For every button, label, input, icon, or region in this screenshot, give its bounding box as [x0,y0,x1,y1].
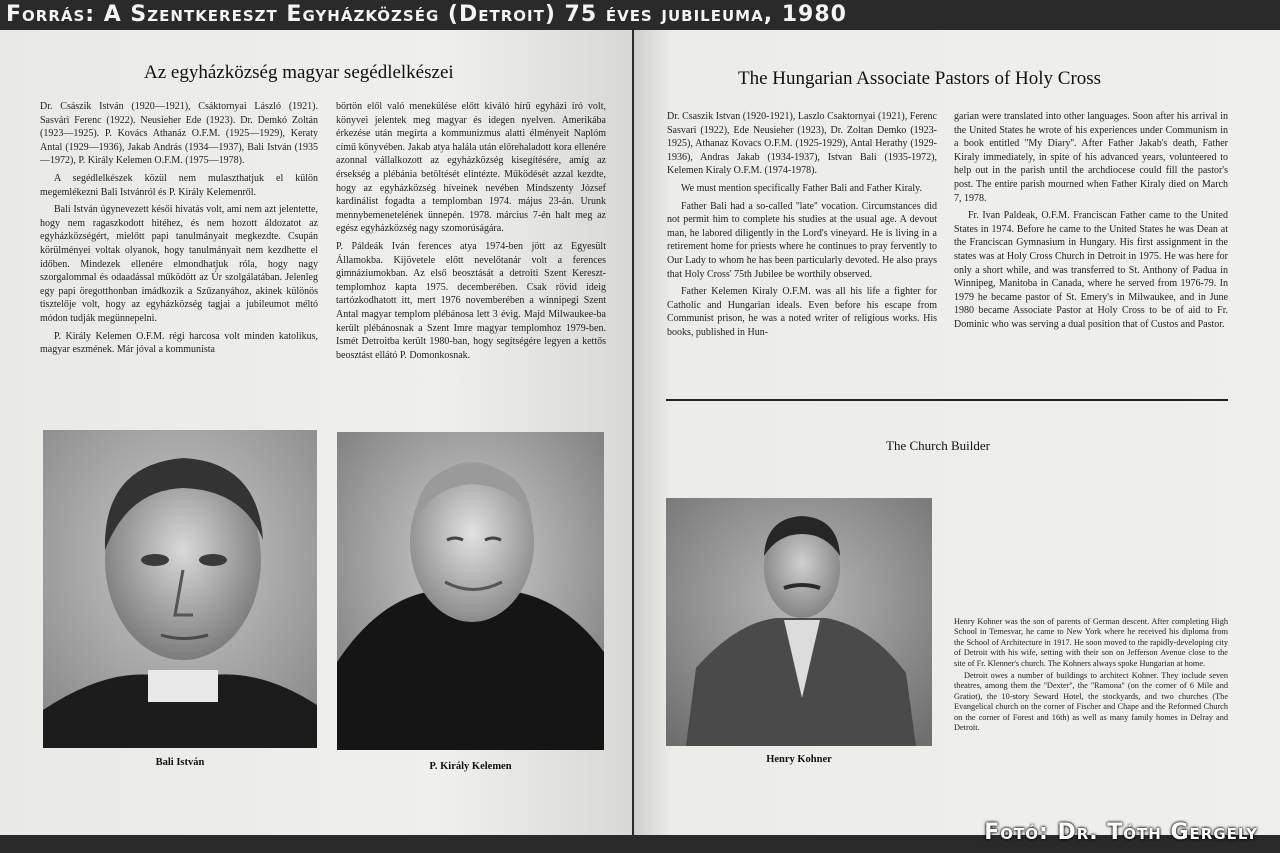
paragraph: Fr. Ivan Paldeak, O.F.M. Franciscan Father came to the United States in 1974. Before he came to the United States he was Dean at the Franciscan Gymnasium in Hungary. His first assignment in the states was at Holy Cross Church in Detroit in 1975. He was here for only a short while, and was transferred to St. Anthony of Padua in Winnipeg, Manitoba in Canada, where he served from 1976-79. In 1979 he became pastor of St. Emery's in Milwaukee, and in June 1980 became Associate Pastor at Holy Cross to be of aid to Fr. Dominic who was serving a dual position that of Custos and Pastor. [954,210,1228,330]
right-column-1 [667,110,937,344]
paragraph: A segédlelkészek közül nem mulaszthatjuk el külön megemlékezni Bali Istvánról és P. Király Kelemenről. [40,172,318,198]
kohner-biography [954,617,1228,735]
paragraph: Henry Kohner was the son of parents of German descent. After completing High School in Temesvar, he came to New York where he received his diploma from the School of Architecture in 1917. He soon moved to the rapidly-developing city of Detroit with his wife, setting with their son on Jefferson Avenue close to the site of Fr. Klenner's church. The Kohners always spoke Hungarian at home. [954,617,1228,668]
paragraph: Detroit owes a number of buildings to architect Kohner. They include seven theatres, among them the ''Dexter'', the ''Ramona'' (on the corner of 6 Mile and Gratiot), the 10-story Seward Hotel, the stockyards, and two churches (The Evangelical church on the corner of Fischer and Chape and the Reformed Church on the corner of Forest and 16th) as well as many family homes in Delray and Detroit. [954,671,1228,733]
paragraph: P. Király Kelemen O.F.M. régi harcosa volt minden katolikus, magyar eszmének. Már jóval a kommunista [40,330,318,356]
portrait-photo-kohner [666,498,932,746]
paragraph: P. Páldeák Iván ferences atya 1974-ben jött az Egyesült Államokba. Kijövetele előtt nevelőtanár volt a ferences gimnáziumokban. Az első beosztását a detroiti Szent Kereszt-templomhoz kapta 1975. decemberében. Csak rövid ideig tartózkodhatott itt, mert 1976 novemberében a winnipegi Szent Antal magyar templom plébánosa lett 3 évig. Majd Milwaukee-ba került plébánosnak a Szent Imre magyar templomhoz 1979-ben. Ismét Detroitba került 1980-ban, hogy segítségére legyen a kettős beosztást ellátó P. Domonkosnak. [336,240,606,361]
left-column-2 [336,100,606,366]
paragraph: börtön elől való menekülése előtt kiváló hírű egyházi író volt, könyvei jelentek meg magyar és idegen nyelven. Amerikába érkezése után megírta a kommunizmus alatti élményeit Naplóm című könyvében. Jakab atya halála után előrehaladott kora ellenére azonnal vállalkozott az egyházközség kisegítésére, amíg az érsekség a plébánia betöltését elintézte. Működését azzal kezdte, hogy az egyházközség híveinek nevében Mindszenty József kardinálist fogadta a templomban 1974. május 23-án. Urunk mennybemenetelének ünnepén. 1978. március 7-én halt meg az egész egyházközség nagy szomorúságára. [336,101,606,235]
right-heading: The Hungarian Associate Pastors of Holy Cross [738,68,1102,89]
paragraph: Father Bali had a so-called ''late'' vocation. Circumstances did not permit him to complete his studies at the usual age. A devout man, he labored diligently in the Lord's vineyard. He is living in a retirement home for priests where he continues to pray fervently to Our Lady to whom he has been particularly devoted. He also prays that Holy Cross' 75th Jubilee be worthily observed. [667,200,937,280]
church-builder-heading: The Church Builder [886,438,990,453]
paragraph: Dr. Császik István (1920—1921), Csáktornyai László (1921). Sasvári Ferenc (1922). Neusieher Ede (1923). Dr. Demkó Zoltán (1923—1925). P. Kovács Athanáz O.F.M. (1925—1929), Keraty Antal (1929—1936), Jakab András (1934—1937), Bali István (1935—1972), P. Király Kelemen O.F.M. (1975—1978). [40,101,318,167]
paragraph: Father Kelemen Kiraly O.F.M. was all his life a fighter for Catholic and Hungarian ideals. Even before his escape from Communist prison, he was a noted writer of religious works. His books, published in Hun- [667,286,937,338]
photo-credit: Fotó: Dr. Tóth Gergely [984,820,1258,845]
caption-bali: Bali István [155,757,205,768]
left-heading: Az egyházközség magyar segédlelkészei [144,62,454,83]
section-divider [666,399,1228,401]
paragraph: Dr. Csaszik Istvan (1920-1921), Laszlo Csaktornyai (1921), Ferenc Sasvari (1922), Ede Neusieher (1923), Dr. Zoltan Demko (1923-1925), Athanaz Kovacs O.F.M. (1925-1929), Antal Herathy (1929-1936), Andras Jakab (1934-1937), Istvan Bali (1935-1972), Kelemen Kiraly O.F.M. (1974-1978). [667,111,937,177]
right-column-2 [954,110,1228,336]
left-column-1 [40,100,318,361]
paragraph: Bali István úgynevezett késői hivatás volt, ami nem azt jelentette, hogy nem ragaszkodott hitéhez, és nem hozott áldozatot az egyházközségért, mielőtt papi tanulmányait megkezdte. Csupán körülményei voltak olyanok, hogy tanulmányait nem kezdhette el időben. Mindezek ellenére elmondhatjuk róla, hogy nagy szorgalommal és odaadással működött az Úr szolgálatában. Jelenleg egy papi öregotthonban imádkozik a Szűzanyához, akinek különös tisztelője volt, hogy az egyházközség tagjai a jubileumot méltó módon tudják megünnepelni. [40,204,318,324]
caption-kohner: Henry Kohner [766,754,832,765]
portrait-photo-kiraly [337,432,604,750]
paragraph: We must mention specifically Father Bali and Father Kiraly. [681,182,922,194]
caption-kiraly: P. Király Kelemen [429,761,512,772]
source-banner: Forrás: A Szentkereszt Egyházközség (Detroit) 75 éves jubileuma, 1980 [0,0,1280,30]
portrait-photo-bali [43,430,317,748]
paragraph: garian were translated into other languages. Soon after his arrival in the United States he wrote of his experiences under Communism in a book entitled ''My Diary''. After Father Jakab's death, Father Kiraly immediately, in spite of his advanced years, volunteered to help out in the parish until the archdiocese could fill the pastor's post. The entire parish mourned when Father Kiraly died on March 7, 1978. [954,111,1228,204]
